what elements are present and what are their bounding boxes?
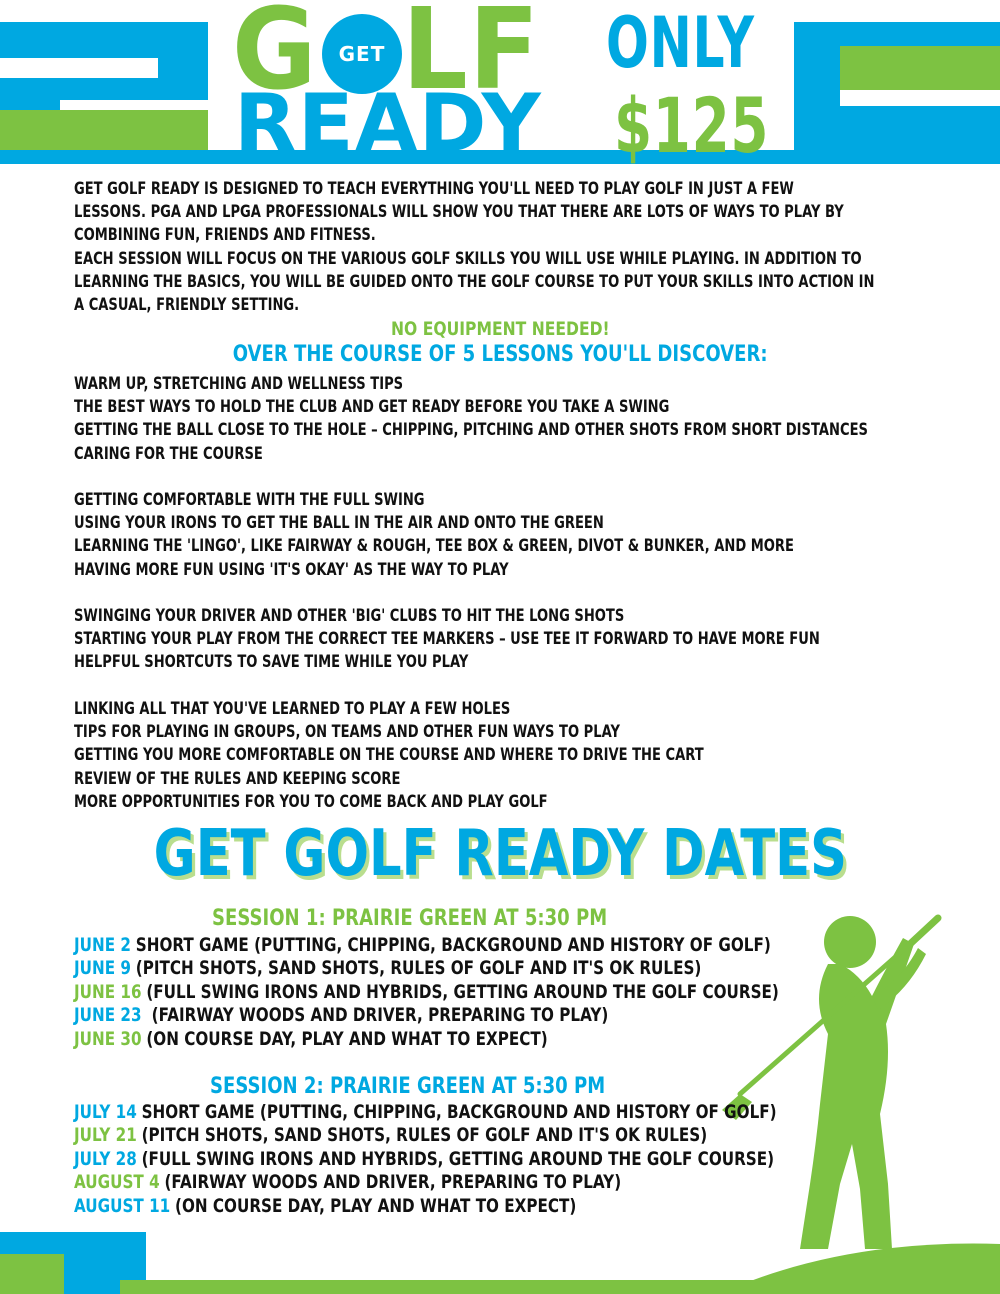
lessons-group-3 (74, 605, 998, 675)
date-description: (PITCH SHOTS, SAND SHOTS, RULES OF GOLF AND IT'S OK RULES) (141, 1124, 708, 1147)
date-description: (ON COURSE DAY, PLAY AND WHAT TO EXPECT) (175, 1194, 577, 1217)
date-description: (FAIRWAY WOODS AND DRIVER, PREPARING TO PLAY) (146, 1004, 609, 1027)
intro-line: GET GOLF READY IS DESIGNED TO TEACH EVERYTHING YOU'LL NEED TO PLAY GOLF IN JUST A FEW (74, 179, 794, 199)
session-2-dates (74, 1101, 777, 1218)
date-description: SHORT GAME (PUTTING, CHIPPING, BACKGROUND AND HISTORY OF GOLF) (135, 934, 771, 956)
lesson-item: GETTING YOU MORE COMFORTABLE ON THE COURSE AND WHERE TO DRIVE THE CART (74, 745, 704, 766)
intro-line: A CASUAL, FRIENDLY SETTING. (74, 295, 300, 316)
date-row (74, 1028, 779, 1051)
only-word: ONLY (606, 2, 755, 84)
ready-word: READY (234, 77, 542, 170)
decor-block (0, 110, 208, 150)
date-row (74, 1171, 777, 1194)
date-row (74, 957, 779, 980)
date-label: JUNE 16 (74, 980, 142, 1003)
lesson-item: HELPFUL SHORTCUTS TO SAVE TIME WHILE YOU PLAY (74, 652, 469, 673)
lessons-group-4 (74, 698, 998, 814)
date-label: JULY 21 (74, 1124, 137, 1147)
date-label: JULY 28 (74, 1147, 137, 1170)
date-row (74, 1124, 777, 1147)
intro-line: COMBINING FUN, FRIENDS AND FITNESS. (74, 225, 376, 246)
date-label: JUNE 23 (74, 1004, 142, 1027)
lesson-item: REVIEW OF THE RULES AND KEEPING SCORE (74, 768, 401, 789)
lesson-item: GETTING COMFORTABLE WITH THE FULL SWING (74, 490, 425, 510)
decor-block (794, 46, 840, 106)
date-row (74, 1148, 777, 1171)
decor-block (158, 58, 208, 78)
intro-text (74, 178, 998, 317)
date-description: (FULL SWING IRONS AND HYBRIDS, GETTING AROUND THE GOLF COURSE) (146, 980, 779, 1003)
decor-block (0, 1254, 64, 1294)
date-row (74, 1195, 777, 1218)
dates-title: GET GOLF READY DATES (153, 817, 847, 891)
lesson-item: LEARNING THE 'LINGO', LIKE FAIRWAY & ROUGH, TEE BOX & GREEN, DIVOT & BUNKER, AND MORE (74, 536, 794, 557)
date-row (74, 1101, 777, 1124)
decor-block (120, 1280, 1000, 1294)
date-description: SHORT GAME (PUTTING, CHIPPING, BACKGROUND AND HISTORY OF GOLF) (141, 1101, 777, 1123)
date-description: (ON COURSE DAY, PLAY AND WHAT TO EXPECT) (146, 1027, 548, 1050)
date-label: JULY 14 (74, 1101, 137, 1123)
lesson-item: MORE OPPORTUNITIES FOR YOU TO COME BACK AND PLAY GOLF (74, 791, 548, 812)
date-label: AUGUST 11 (74, 1194, 171, 1217)
price: $125 (614, 81, 770, 170)
lesson-item: GETTING THE BALL CLOSE TO THE HOLE – CHIPPING, PITCHING AND OTHER SHOTS FROM SHORT DISTANCES (74, 420, 868, 441)
lesson-item: HAVING MORE FUN USING 'IT'S OKAY' AS THE WAY TO PLAY (74, 559, 509, 580)
decor-block (0, 78, 208, 100)
date-row (74, 1004, 779, 1027)
intro-line: EACH SESSION WILL FOCUS ON THE VARIOUS GOLF SKILLS YOU WILL USE WHILE PLAYING. IN ADDITION TO (74, 248, 862, 269)
decor-block (794, 106, 1000, 150)
get-circle: GET (322, 14, 402, 94)
date-label: JUNE 9 (74, 957, 131, 980)
decor-block (794, 22, 1000, 46)
lesson-item: WARM UP, STRETCHING AND WELLNESS TIPS (74, 374, 404, 394)
discover-heading: OVER THE COURSE OF 5 LESSONS YOU'LL DISCOVER: (232, 342, 768, 367)
lessons-group-1 (74, 373, 998, 466)
no-equipment-heading: NO EQUIPMENT NEEDED! (390, 318, 610, 340)
lesson-item: TIPS FOR PLAYING IN GROUPS, ON TEAMS AND OTHER FUN WAYS TO PLAY (74, 722, 620, 743)
date-label: JUNE 2 (74, 934, 131, 956)
session-2-heading: SESSION 2: PRAIRIE GREEN AT 5:30 PM (210, 1074, 606, 1099)
lesson-item: LINKING ALL THAT YOU'VE LEARNED TO PLAY A FEW HOLES (74, 699, 511, 719)
date-description: (FAIRWAY WOODS AND DRIVER, PREPARING TO PLAY) (164, 1171, 622, 1194)
session-1-heading: SESSION 1: PRAIRIE GREEN AT 5:30 PM (212, 906, 608, 931)
golf-word: G LF (232, 0, 541, 115)
date-description: (PITCH SHOTS, SAND SHOTS, RULES OF GOLF AND IT'S OK RULES) (135, 957, 702, 980)
date-row (74, 981, 779, 1004)
lesson-item: STARTING YOUR PLAY FROM THE CORRECT TEE MARKERS – USE TEE IT FORWARD TO HAVE MORE FUN (74, 629, 820, 650)
lesson-item: USING YOUR IRONS TO GET THE BALL IN THE AIR AND ONTO THE GREEN (74, 513, 604, 534)
decor-block (0, 100, 60, 110)
lesson-item: SWINGING YOUR DRIVER AND OTHER 'BIG' CLUBS TO HIT THE LONG SHOTS (74, 606, 625, 626)
lesson-item: THE BEST WAYS TO HOLD THE CLUB AND GET READY BEFORE YOU TAKE A SWING (74, 397, 670, 418)
date-description: (FULL SWING IRONS AND HYBRIDS, GETTING AROUND THE GOLF COURSE) (141, 1147, 775, 1170)
date-label: AUGUST 4 (74, 1171, 160, 1194)
session-1-dates (74, 934, 779, 1051)
intro-line: LEARNING THE BASICS, YOU WILL BE GUIDED ONTO THE GOLF COURSE TO PUT YOUR SKILLS INTO ACTION IN (74, 271, 875, 292)
date-row (74, 934, 779, 957)
lesson-item: CARING FOR THE COURSE (74, 443, 263, 464)
decor-block (0, 22, 208, 58)
date-label: JUNE 30 (74, 1027, 142, 1050)
intro-line: LESSONS. PGA AND LPGA PROFESSIONALS WILL SHOW YOU THAT THERE ARE LOTS OF WAYS TO PLAY BY (74, 202, 844, 223)
lessons-group-2 (74, 489, 998, 582)
